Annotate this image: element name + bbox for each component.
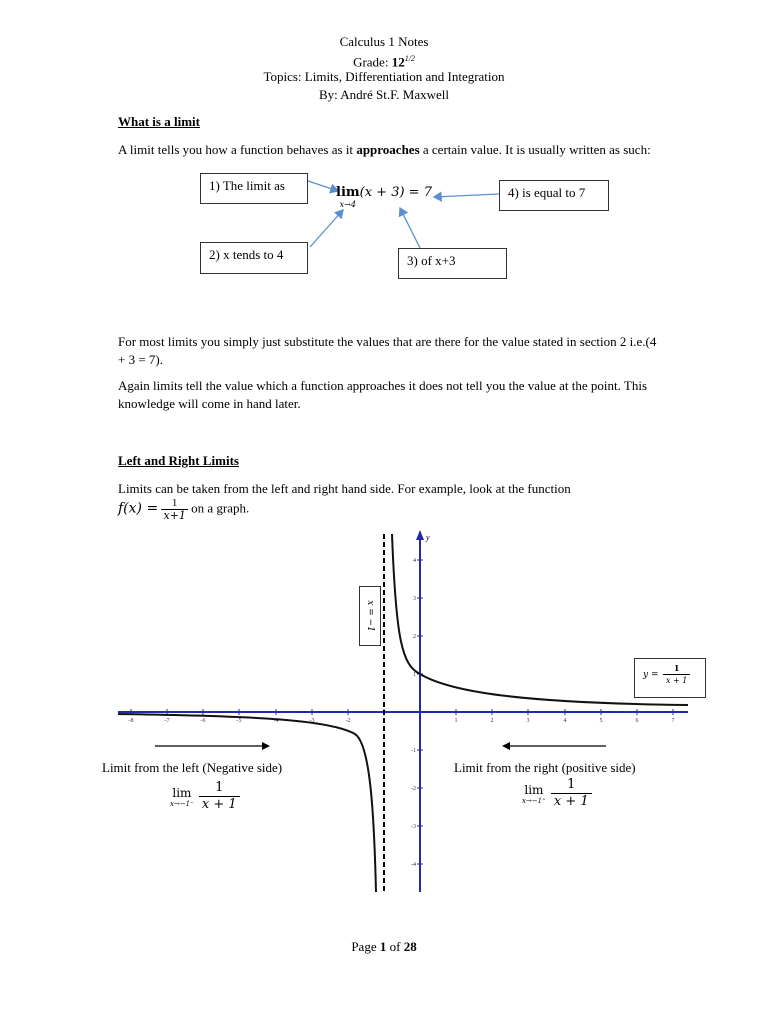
func-lhs: f(x) =: [118, 500, 159, 517]
svg-text:-2: -2: [345, 718, 351, 724]
curve-eq-fraction: [663, 663, 690, 686]
limit-diagram-arrows: [0, 0, 768, 320]
annotation-box-4: 4) is equal to 7: [499, 180, 609, 211]
func-den: x+1: [163, 509, 186, 522]
svg-text:-4: -4: [273, 718, 279, 724]
svg-text:-6: -6: [200, 718, 206, 724]
left-frac-den: x + 1: [201, 797, 237, 812]
formula-body: (x + 3) = 7: [359, 185, 432, 200]
page-footer: [0, 938, 768, 955]
x-tick-labels: [129, 718, 675, 724]
svg-text:3: 3: [526, 718, 530, 724]
right-limit-expression: [522, 777, 592, 810]
right-lim-fraction: [551, 777, 592, 810]
function-graph: [0, 520, 768, 900]
svg-text:-7: -7: [164, 718, 170, 724]
curve-eq-num: 1: [663, 663, 690, 675]
func-suffix: on a graph.: [191, 500, 250, 516]
limit-intro-bold: approaches: [356, 142, 420, 157]
asymptote-label: x = −1: [365, 600, 375, 632]
limit-intro-before: A limit tells you how a function behaves as it: [118, 142, 357, 157]
annotation-box-1: 1) The limit as: [200, 173, 308, 204]
y-axis-label: y: [426, 533, 430, 542]
svg-text:-2: -2: [411, 786, 416, 792]
svg-text:-8: -8: [128, 718, 134, 724]
left-approach-arrowhead: [262, 742, 270, 750]
arrow-to-equals: [434, 194, 499, 197]
left-lim-fraction: [199, 780, 240, 813]
svg-text:2: 2: [413, 634, 416, 640]
function-definition: [118, 498, 249, 521]
footer-page-word: Page: [351, 939, 377, 954]
right-limit-label: Limit from the right (positive side): [454, 760, 636, 775]
formula-subscript: x→4: [339, 200, 356, 209]
arrow-to-expression: [400, 208, 420, 248]
annotation-box-2: 2) x tends to 4: [200, 242, 308, 274]
svg-text:-1: -1: [411, 748, 416, 754]
substitution-paragraph: For most limits you simply just substitute the values that are there for the value stated in section 2 i.e.(4 + 3 = 7).: [118, 334, 657, 367]
left-right-intro: Limits can be taken from the left and right hand side. For example, look at the function: [118, 481, 571, 496]
section-heading-left-right-limits: Left and Right Limits: [118, 453, 239, 468]
right-lim-sub: x→−1⁺: [522, 796, 546, 805]
curve-equation-box: [634, 658, 706, 698]
author-line: By: André St.F. Maxwell: [318, 87, 450, 102]
left-lim-word: lim: [172, 785, 192, 800]
svg-text:-5: -5: [236, 718, 242, 724]
svg-text:2: 2: [490, 718, 494, 724]
grade-superscript: 1/2: [404, 54, 415, 63]
topics-line: Topics: Limits, Differentiation and Integration: [263, 69, 505, 84]
footer-page-num: 1: [379, 939, 387, 954]
arrow-to-subscript: [310, 210, 343, 247]
curve-eq-den: x + 1: [666, 676, 688, 685]
left-limit-label: Limit from the left (Negative side): [102, 760, 283, 775]
func-fraction: [161, 498, 187, 521]
section-heading-what-is-limit: What is a limit: [118, 114, 200, 129]
grade-label: Grade:: [353, 54, 389, 70]
footer-page-total: 28: [403, 939, 417, 954]
right-lim-word: lim: [524, 782, 544, 797]
footer-of-word: of: [389, 939, 401, 954]
grade-value: 12: [391, 54, 405, 70]
svg-text:-3: -3: [309, 718, 315, 724]
approach-paragraph: Again limits tell the value which a function approaches it does not tell you the value at the point. This knowledge will come in hand later.: [118, 378, 648, 411]
left-frac-num: 1: [199, 780, 240, 797]
limit-intro-after: a certain value. It is usually written as such:: [419, 142, 651, 157]
svg-text:1: 1: [454, 718, 458, 724]
svg-text:7: 7: [671, 718, 675, 724]
func-num: 1: [161, 498, 187, 510]
right-approach-arrowhead: [502, 742, 510, 750]
asymptote-label-box: [359, 586, 381, 646]
annotation-box-3: 3) of x+3: [398, 248, 507, 279]
svg-text:4: 4: [563, 718, 567, 724]
y-axis-arrow: [416, 530, 424, 540]
svg-text:6: 6: [635, 718, 639, 724]
svg-text:4: 4: [413, 558, 416, 564]
right-frac-num: 1: [551, 777, 592, 794]
arrow-to-lim: [308, 181, 338, 191]
curve-eq-lhs: y =: [643, 670, 659, 680]
svg-text:3: 3: [413, 596, 416, 602]
svg-text:-3: -3: [411, 824, 416, 830]
right-frac-den: x + 1: [553, 794, 589, 809]
formula-lim: lim: [336, 185, 360, 200]
curve-left-branch: [118, 714, 376, 892]
svg-text:-4: -4: [411, 862, 416, 868]
svg-text:5: 5: [599, 718, 603, 724]
left-limit-expression: [170, 780, 240, 813]
left-lim-sub: x→−1⁻: [170, 799, 194, 808]
doc-title: Calculus 1 Notes: [339, 34, 429, 49]
svg-text:1: 1: [413, 672, 416, 678]
limit-formula: [336, 186, 432, 209]
